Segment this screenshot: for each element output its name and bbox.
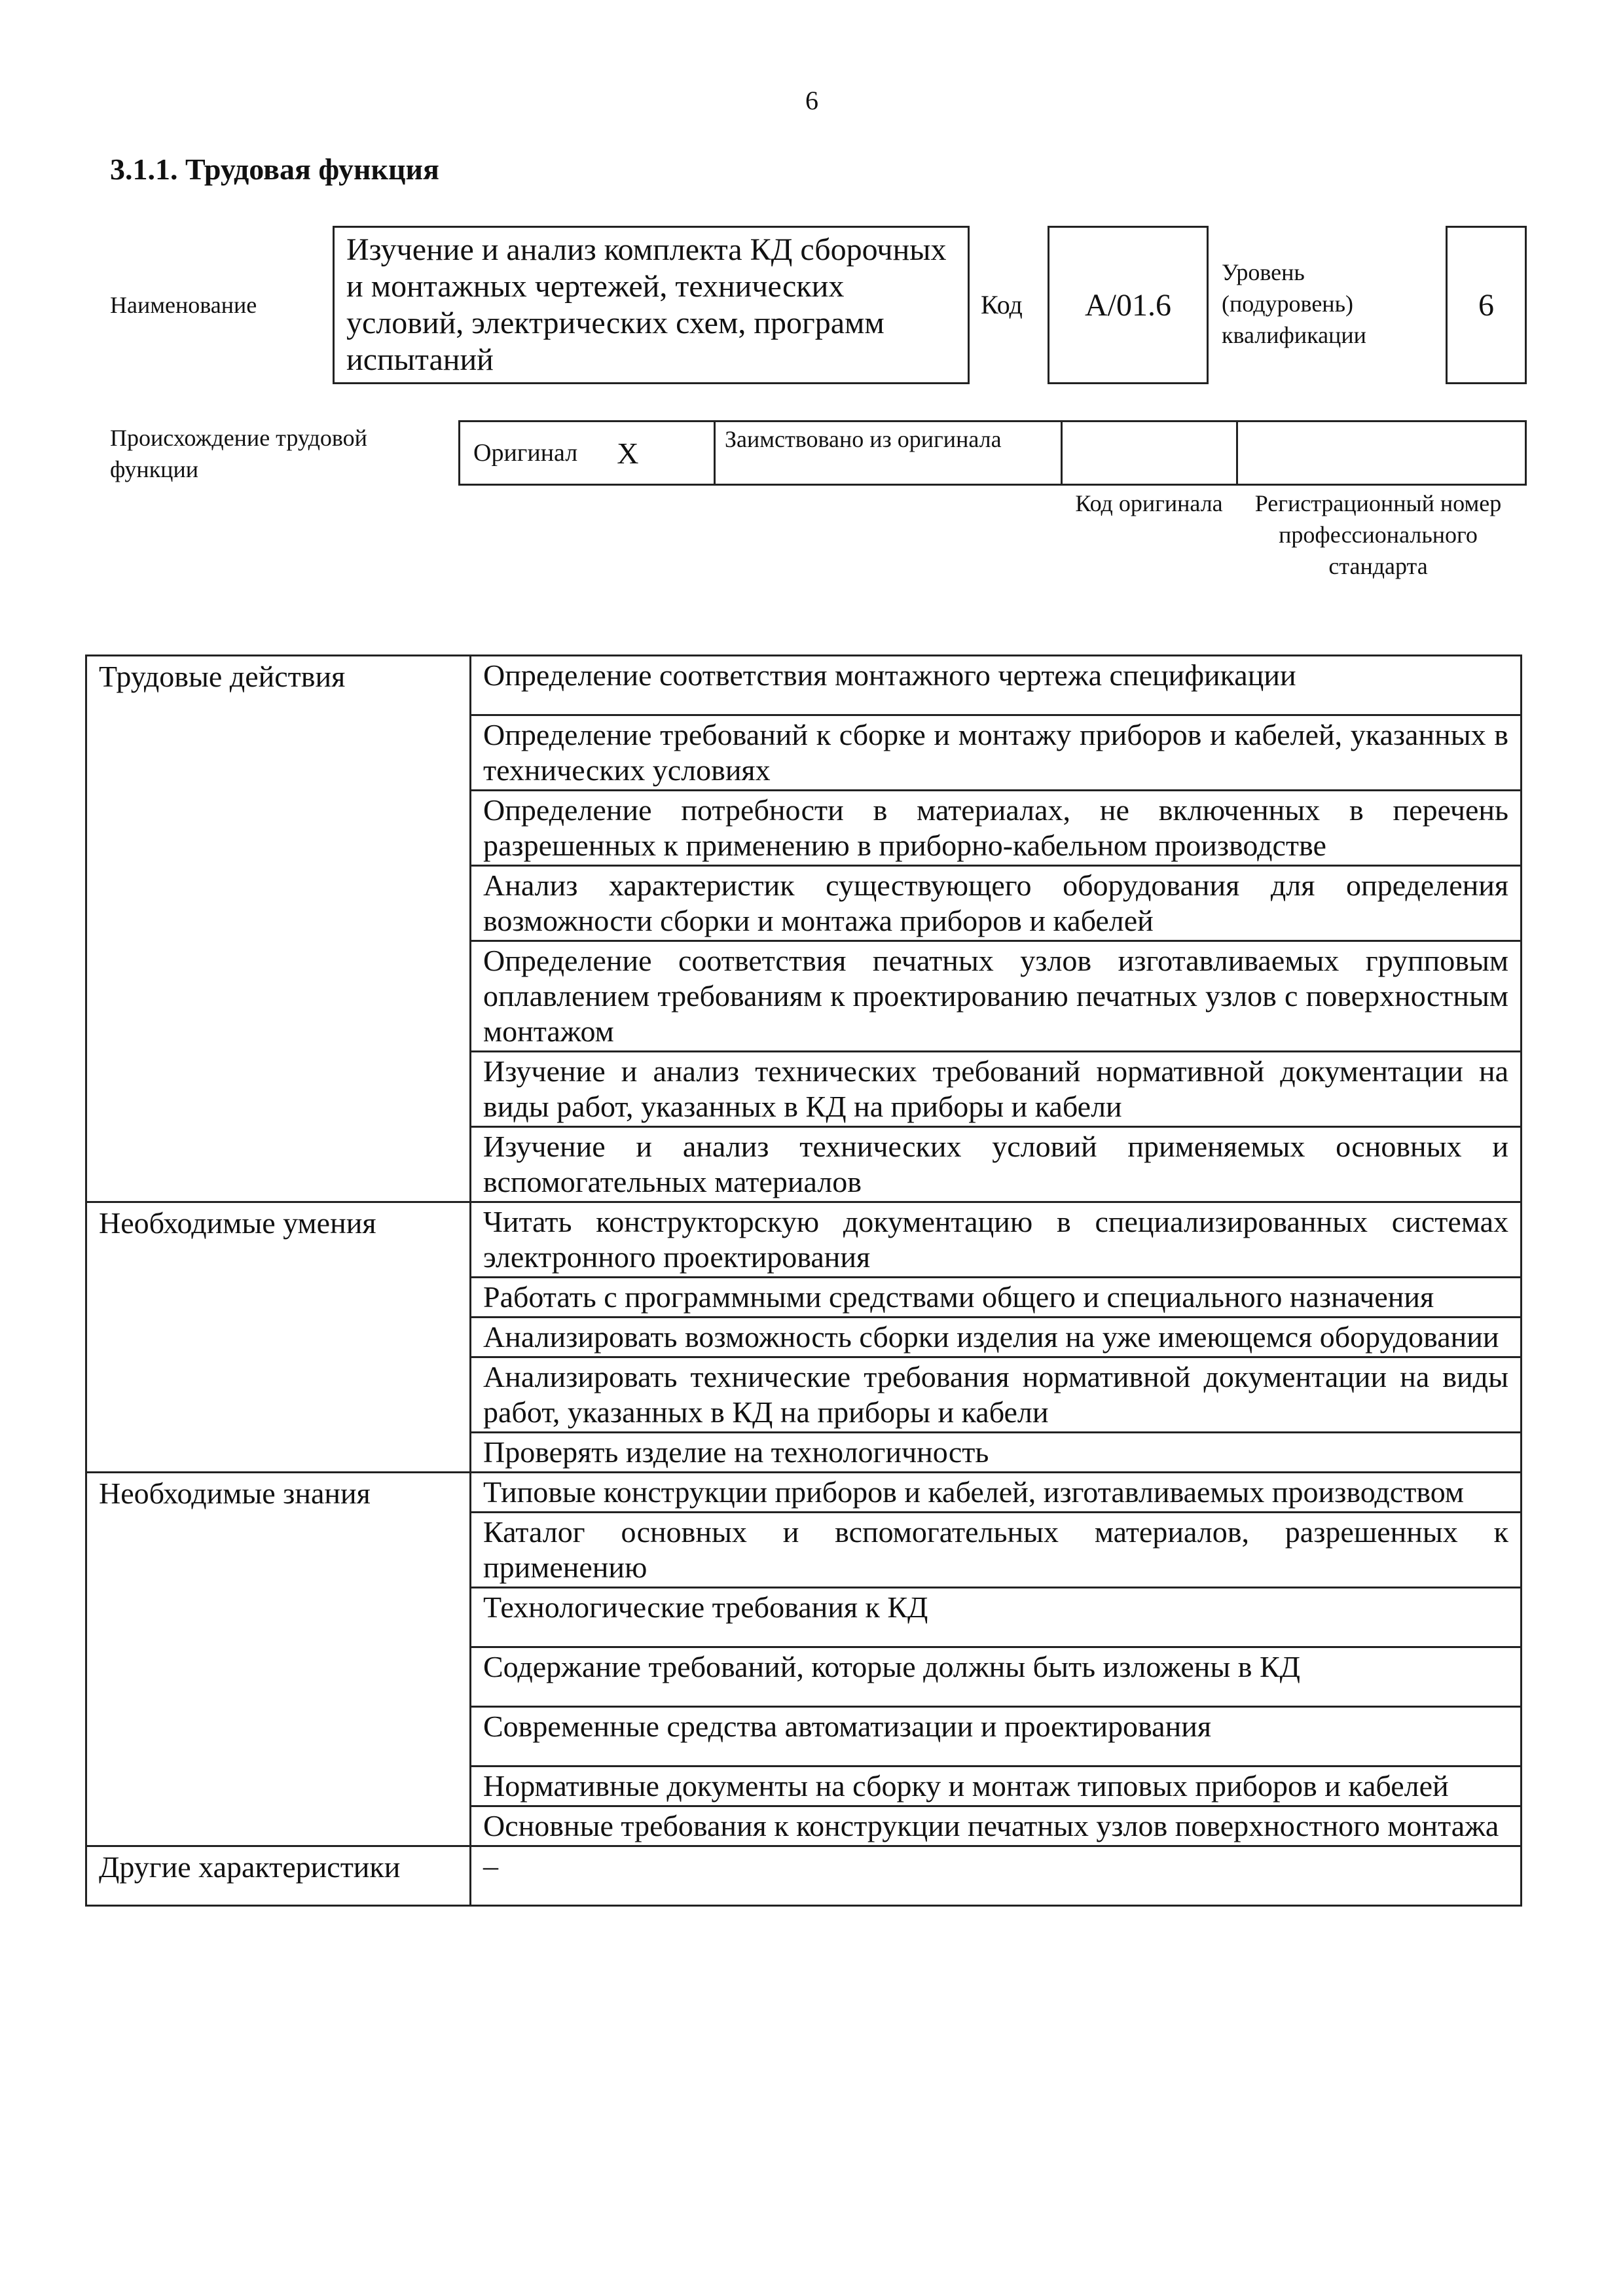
knowledge-item: Типовые конструкции приборов и кабелей, изготавливаемых производством (471, 1473, 1522, 1513)
knowledge-item: Основные требования к конструкции печатных узлов поверхностного монтажа (471, 1806, 1522, 1846)
skill-item: Анализировать возможность сборки изделия на уже имеющемся оборудовании (471, 1318, 1522, 1357)
original-cell (460, 422, 716, 484)
labor-action-item: Анализ характеристик существующего оборудования для определения возможности сборки и монтажа приборов и кабелей (471, 866, 1522, 941)
level-label: Уровень (подуровень) квалификации (1222, 259, 1366, 348)
labor-action-item: Определение требований к сборке и монтажу приборов и кабелей, указанных в технических условиях (471, 715, 1522, 791)
skill-item: Читать конструкторскую документацию в специализированных системах электронного проектирования (471, 1202, 1522, 1278)
registration-caption: Регистрационный номер профессионального стандарта (1254, 490, 1502, 579)
borrowed-label: Заимствовано из оригинала (716, 422, 1063, 484)
name-value: Изучение и анализ комплекта КД сборочных и монтажных чертежей, технических условий, электрических схем, программ испытаний (333, 226, 970, 384)
code-caption: Код оригинала (1075, 490, 1223, 516)
labor-action-item: Определение потребности в материалах, не включенных в перечень разрешенных к применению в приборно-кабельном производстве (471, 791, 1522, 866)
labor-action-item: Определение соответствия печатных узлов изготавливаемых групповым оплавлением требованиям к проектированию печатных узлов с поверхностным монтажом (471, 941, 1522, 1052)
labor-action-item: Изучение и анализ технических условий применяемых основных и вспомогательных материалов (471, 1127, 1522, 1202)
other-characteristics-value: – (471, 1846, 1522, 1906)
section-title: 3.1.1. Трудовая функция (110, 152, 439, 186)
code-label: Код (981, 290, 1023, 319)
labor-action-item: Определение соответствия монтажного чертежа спецификации (471, 656, 1522, 715)
code-value: A/01.6 (1048, 226, 1209, 384)
table-row (86, 1473, 1522, 1513)
required-knowledge-label: Необходимые знания (86, 1473, 471, 1846)
knowledge-item: Содержание требований, которые должны быть изложены в КД (471, 1647, 1522, 1707)
original-label: Оригинал (473, 439, 578, 467)
skill-item: Проверять изделие на технологичность (471, 1433, 1522, 1473)
table-row (86, 1202, 1522, 1278)
level-value: 6 (1446, 226, 1527, 384)
registration-number-cell (1238, 422, 1525, 484)
table-row (86, 1846, 1522, 1906)
origin-row (458, 420, 1527, 486)
required-skills-label: Необходимые умения (86, 1202, 471, 1473)
knowledge-item: Каталог основных и вспомогательных материалов, разрешенных к применению (471, 1513, 1522, 1588)
knowledge-item: Современные средства автоматизации и проектирования (471, 1707, 1522, 1767)
knowledge-item: Технологические требования к КД (471, 1588, 1522, 1647)
skill-item: Анализировать технические требования нормативной документации на виды работ, указанных в КД на приборы и кабели (471, 1357, 1522, 1433)
knowledge-item: Нормативные документы на сборку и монтаж типовых приборов и кабелей (471, 1767, 1522, 1806)
labor-function-table (85, 655, 1522, 1907)
table-row (86, 656, 1522, 715)
labor-actions-label: Трудовые действия (86, 656, 471, 1202)
name-label: Наименование (110, 292, 257, 318)
other-characteristics-label: Другие характеристики (86, 1846, 471, 1906)
page-number: 6 (805, 86, 818, 115)
labor-action-item: Изучение и анализ технических требований нормативной документации на виды работ, указанных в КД на приборы и кабели (471, 1052, 1522, 1127)
skill-item: Работать с программными средствами общего и специального назначения (471, 1278, 1522, 1318)
origin-label: Происхождение трудовой функции (110, 425, 367, 482)
original-mark: X (617, 436, 639, 470)
original-code-cell (1063, 422, 1238, 484)
